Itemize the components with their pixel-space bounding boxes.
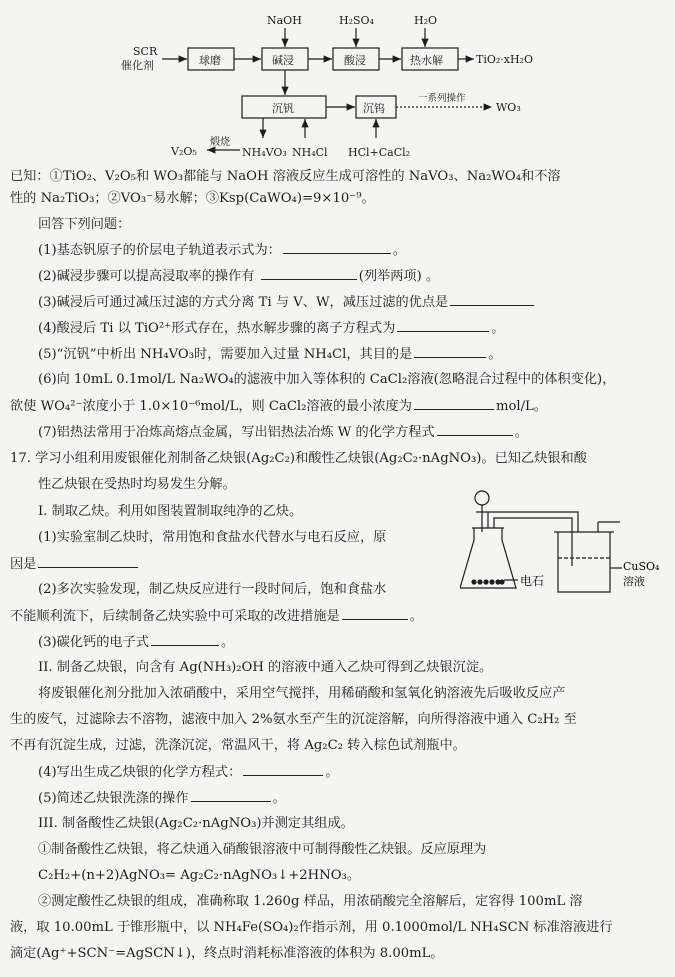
q-7: (7)铝热法常用于冶炼高熔点金属，写出铝热法冶炼 W 的化学方程式 。	[38, 422, 528, 443]
known-line-2: 性的 Na₂TiO₃；②VO₃⁻易水解；③Ksp(CaWO₄)=9×10⁻⁹。	[10, 191, 375, 206]
q-3: (3)碱浸后可通过减压过滤的方式分离 Ti 与 V、W，减压过滤的优点是	[38, 292, 536, 313]
answer-blank[interactable]	[191, 788, 271, 802]
conical-flask	[460, 528, 516, 588]
answer-blank[interactable]	[261, 266, 357, 280]
answer-blank[interactable]	[397, 318, 489, 332]
label-carbide: 电石	[520, 574, 545, 588]
section-2-para-1: 将废银催化剂分批加入浓硝酸中，采用空气搅拌，用稀硝酸和氢氧化钠溶液先后吸收反应产	[38, 686, 566, 701]
reagent-nh4cl: NH₄Cl	[292, 146, 328, 159]
product-tio2: TiO₂·xH₂O	[476, 53, 534, 66]
q17-4: (4)写出生成乙炔银的化学方程式： 。	[38, 762, 339, 783]
reagent-h2o: H₂O	[414, 14, 438, 27]
q17-1-line-2: 因是	[10, 554, 140, 575]
answer-prompt: 回答下列问题：	[38, 217, 131, 232]
product-nh4vo3: NH₄VO₃	[242, 146, 287, 159]
answer-blank[interactable]	[414, 344, 486, 358]
scr-label-1: SCR	[133, 45, 158, 58]
label-acid-leach: 酸浸	[344, 54, 366, 67]
series-ops: 一系列操作	[418, 93, 466, 104]
label-cuso4-1: CuSO₄	[623, 560, 660, 573]
q-6-line-1: (6)向 10mL 0.1mol/L Na₂WO₄的滤液中加入等体积的 CaCl₂溶液(忽略混合过程中的体积变化)，	[38, 372, 616, 387]
q17-3: (3)碳化钙的电子式 。	[38, 632, 234, 653]
section-2-title: II. 制备乙炔银，向含有 Ag(NH₃)₂OH 的溶液中通入乙炔可得到乙炔银沉淀。	[38, 660, 493, 675]
q17-2-line-2: 不能顺利流下，后续制备乙炔实验中可采取的改进措施是 。	[10, 606, 423, 627]
section-2-para-2: 生的废气，过滤除去不溶物，滤液中加入 2%氨水至产生的沉淀溶解，向所得溶液中通入 C₂H₂ 至	[10, 712, 577, 727]
q17-2-line-1: (2)多次实验发现，制乙炔反应进行一段时间后，饱和食盐水	[38, 582, 387, 597]
q17-intro-2: 性乙炔银在受热时均易发生分解。	[38, 477, 236, 492]
label-ball-mill: 球磨	[199, 54, 221, 67]
answer-blank[interactable]	[437, 422, 513, 436]
funnel-bulb	[475, 491, 489, 505]
answer-blank[interactable]	[151, 632, 219, 646]
q17-1-line-1: (1)实验室制乙炔时，常用饱和食盐水代替水与电石反应，原	[38, 530, 387, 545]
answer-blank[interactable]	[243, 762, 323, 776]
section-1-title: I. 制取乙炔。利用如图装置制取纯净的乙炔。	[38, 504, 303, 519]
acetylene-apparatus	[460, 488, 670, 600]
label-alkali-leach: 碱浸	[272, 54, 294, 67]
q-1: (1)基态钒原子的价层电子轨道表示式为： 。	[38, 240, 406, 261]
label-precip-v: 沉钒	[272, 102, 294, 115]
q17-5: (5)简述乙炔银洗涤的操作 。	[38, 788, 286, 809]
wash-bottle	[558, 532, 610, 592]
answer-blank[interactable]	[283, 240, 391, 254]
section-3-step-1: ①制备酸性乙炔银，将乙炔通入硝酸银溶液中可制得酸性乙炔银。反应原理为	[38, 842, 487, 857]
section-3-step-2-line-3: 滴定(Ag⁺+SCN⁻=AgSCN↓)，终点时消耗标准溶液的体积为 8.00mL。	[10, 946, 444, 961]
product-wo3: WO₃	[496, 101, 521, 114]
process-flowchart	[0, 0, 675, 165]
answer-blank[interactable]	[342, 606, 408, 620]
section-3-title: III. 制备酸性乙炔银(Ag₂C₂·nAgNO₃)并测定其组成。	[38, 816, 354, 831]
known-line-1: 已知：①TiO₂、V₂O₅和 WO₃都能与 NaOH 溶液反应生成可溶性的 NaVO₃、Na₂WO₄和不溶	[10, 169, 561, 184]
answer-blank[interactable]	[38, 554, 138, 568]
roast-label: 煅烧	[210, 137, 230, 148]
answer-blank[interactable]	[414, 396, 494, 410]
q-5: (5)“沉钒”中析出 NH₄VO₃时，需要加入过量 NH₄Cl，其目的是 。	[38, 344, 501, 365]
q-4: (4)酸浸后 Ti 以 TiO²⁺形式存在，热水解步骤的离子方程式为 。	[38, 318, 504, 339]
section-3-step-2-line-1: ②测定酸性乙炔银的组成，准确称取 1.260g 样品，用浓硝酸完全溶解后，定容得 100mL 溶	[38, 894, 583, 909]
answer-blank[interactable]	[450, 292, 534, 306]
scr-label-2: 催化剂	[121, 59, 154, 72]
section-3-step-2-line-2: 液，取 10.00mL 于锥形瓶中，以 NH₄Fe(SO₄)₂作指示剂，用 0.1000mol/L NH₄SCN 标准溶液进行	[10, 920, 613, 935]
label-hydrolysis: 热水解	[410, 54, 443, 67]
q-2: (2)碱浸步骤可以提高浸取率的操作有 (列举两项) 。	[38, 266, 439, 287]
reagent-h2so4: H₂SO₄	[339, 14, 374, 27]
product-v2o5: V₂O₅	[171, 145, 197, 158]
reaction-equation: C₂H₂+(n+2)AgNO₃= Ag₂C₂·nAgNO₃↓+2HNO₃。	[38, 868, 361, 883]
q-6-line-2: 欲使 WO₄²⁻浓度小于 1.0×10⁻⁶mol/L，则 CaCl₂溶液的最小浓度为 mol/L。	[10, 396, 547, 417]
label-precip-w: 沉钨	[363, 102, 385, 115]
q17-intro-1: 17. 学习小组利用废银催化剂制备乙炔银(Ag₂C₂)和酸性乙炔银(Ag₂C₂·nAgNO₃)。已知乙炔银和酸	[10, 451, 587, 466]
reagent-naoh: NaOH	[267, 14, 302, 27]
section-2-para-3: 不再有沉淀生成，过滤，洗涤沉淀，常温风干，将 Ag₂C₂ 转入棕色试剂瓶中。	[10, 738, 466, 753]
reagent-hcl-cacl2: HCl+CaCl₂	[348, 146, 411, 159]
label-cuso4-2: 溶液	[623, 575, 645, 588]
